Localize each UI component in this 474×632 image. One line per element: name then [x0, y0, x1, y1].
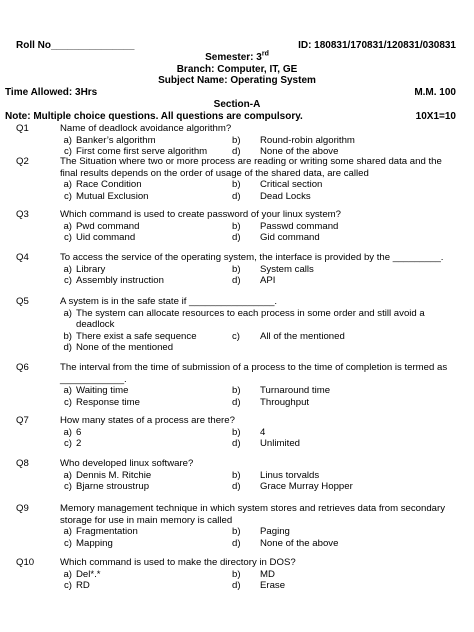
- question-number: Q9: [16, 503, 29, 514]
- option-text: MD: [260, 568, 275, 580]
- question-number: Q8: [16, 458, 29, 469]
- option-text: Pwd command: [76, 220, 140, 232]
- option-label: b): [232, 469, 241, 481]
- question-number: Q5: [16, 296, 29, 307]
- option-text: Throughput: [260, 396, 310, 408]
- option-text: Erase: [260, 580, 286, 591]
- branch-line: Branch: Computer, IT, GE: [176, 64, 298, 75]
- option-row: [60, 385, 456, 397]
- option-list: [60, 427, 456, 450]
- option-label: c): [64, 146, 72, 157]
- option-label: b): [232, 568, 241, 580]
- option-text: Del*.*: [76, 568, 101, 580]
- question-text: Memory management technique in which system stores and retrieves data from secondary storage for use in main memory is called: [60, 503, 445, 526]
- option-row: [60, 526, 456, 538]
- question-number: Q3: [16, 209, 29, 220]
- question-number: Q1: [16, 123, 29, 134]
- option-text: API: [260, 275, 276, 286]
- option-list: [60, 179, 456, 202]
- option-text: Mutual Exclusion: [76, 190, 149, 202]
- option-label: d): [232, 190, 241, 202]
- option-text: Banker’s algorithm: [76, 134, 156, 146]
- option-list: [60, 569, 456, 592]
- option-label: a): [63, 568, 72, 580]
- option-text: Waiting time: [76, 385, 129, 396]
- option-text: Library: [76, 263, 106, 275]
- section-title: Section-A: [213, 99, 261, 110]
- option-text: Mapping: [76, 537, 113, 549]
- option-label: b): [63, 330, 72, 342]
- option-label: a): [63, 307, 72, 319]
- option-label: b): [232, 134, 241, 146]
- question-block: [16, 252, 456, 287]
- option-row: [60, 275, 456, 287]
- option-row: [60, 221, 456, 233]
- option-text: Linus torvalds: [260, 469, 320, 481]
- option-label: b): [232, 179, 241, 190]
- question-block: [16, 296, 456, 354]
- option-text: Grace Murray Hopper: [260, 481, 353, 492]
- option-label: d): [232, 275, 241, 286]
- exam-id: ID: 180831/170831/120831/030831: [298, 40, 456, 51]
- option-row: [60, 538, 456, 550]
- option-row: [60, 179, 456, 191]
- option-label: a): [63, 220, 72, 232]
- option-text: 2: [76, 438, 82, 449]
- option-text: Turnaround time: [260, 385, 331, 396]
- option-row: [60, 331, 456, 343]
- option-label: b): [232, 263, 241, 275]
- question-number: Q7: [16, 415, 29, 426]
- option-text: Uid command: [76, 232, 136, 243]
- option-text: First come first serve algorithm: [76, 146, 208, 157]
- option-list: [60, 526, 456, 549]
- option-row: [60, 264, 456, 276]
- question-block: [16, 156, 456, 202]
- option-text: System calls: [260, 263, 314, 275]
- option-text: 6: [76, 426, 82, 438]
- option-label: c): [64, 232, 72, 243]
- option-row: [60, 438, 456, 450]
- option-label: d): [232, 146, 241, 157]
- option-label: d): [232, 580, 241, 591]
- option-label: b): [232, 220, 241, 232]
- option-list: [60, 264, 456, 287]
- option-label: c): [64, 275, 72, 286]
- option-label: c): [64, 481, 72, 492]
- question-text: Who developed linux software?: [60, 458, 194, 469]
- option-text: None of the mentioned: [76, 342, 174, 353]
- option-label: b): [232, 526, 241, 537]
- question-text: Which command is used to make the directory in DOS?: [60, 557, 296, 568]
- option-text: Response time: [76, 396, 140, 408]
- question-text: The interval from the time of submission of a process to the time of completion is termed as ____________.: [60, 362, 448, 385]
- option-text: Dead Locks: [260, 190, 311, 202]
- option-text: Race Condition: [76, 179, 142, 190]
- option-label: c): [64, 190, 72, 202]
- semester-superscript: rd: [261, 50, 269, 58]
- option-text: There exist a safe sequence: [76, 330, 197, 342]
- option-row: [60, 569, 456, 581]
- option-label: a): [63, 263, 72, 275]
- option-text: Round-robin algorithm: [260, 134, 355, 146]
- option-list: [60, 135, 456, 158]
- question-block: [16, 123, 456, 158]
- marks-scheme: 10X1=10: [415, 111, 456, 122]
- roll-number-field: Roll No_______________: [16, 40, 135, 51]
- option-label: a): [63, 469, 72, 481]
- question-text: The Situation where two or more process are reading or writing some shared data and the final results depends on the order of usage of the shared data, are called: [60, 156, 442, 179]
- question-block: [16, 503, 456, 549]
- question-text: To access the service of the operating system, the interface is provided by the _________.: [60, 252, 444, 263]
- option-row: [60, 580, 456, 592]
- question-text: Which command is used to create password of your linux system?: [60, 209, 342, 220]
- option-label: b): [232, 426, 241, 438]
- question-number: Q10: [16, 557, 35, 568]
- option-row: [60, 397, 456, 409]
- option-text: All of the mentioned: [260, 330, 345, 342]
- option-list: [60, 221, 456, 244]
- option-label: a): [63, 426, 72, 438]
- question-text: How many states of a process are there?: [60, 415, 235, 426]
- option-text: None of the above: [260, 146, 339, 157]
- max-marks: M.M. 100: [414, 87, 456, 98]
- option-label: b): [232, 385, 241, 396]
- option-row: [60, 470, 456, 482]
- question-block: [16, 557, 456, 592]
- option-text: Unlimited: [260, 438, 300, 449]
- question-number: Q2: [16, 156, 29, 167]
- question-number: Q4: [16, 252, 29, 263]
- option-label: d): [232, 537, 241, 549]
- time-allowed: Time Allowed: 3Hrs: [5, 87, 98, 98]
- option-label: a): [63, 526, 72, 537]
- option-label: d): [63, 342, 72, 353]
- option-text: Gid command: [260, 232, 320, 243]
- option-text: Assembly instruction: [76, 275, 164, 286]
- option-label: a): [63, 385, 72, 396]
- option-text: The system can allocate resources to each process in some order and still avoid a deadlock: [76, 307, 425, 330]
- option-label: a): [63, 179, 72, 190]
- option-text: 4: [260, 426, 266, 438]
- option-row: [60, 481, 456, 493]
- option-text: Fragmentation: [76, 526, 138, 537]
- option-row: [60, 342, 456, 354]
- option-list: [60, 308, 456, 354]
- option-text: Dennis M. Ritchie: [76, 469, 152, 481]
- question-block: [16, 415, 456, 450]
- question-text: A system is in the safe state if ________________.: [60, 296, 278, 307]
- option-text: Passwd command: [260, 220, 339, 232]
- option-row: [60, 135, 456, 147]
- semester-line: [0, 52, 474, 64]
- option-label: d): [232, 396, 241, 408]
- question-block: [16, 362, 456, 408]
- option-row: [60, 308, 456, 331]
- option-label: c): [64, 396, 72, 408]
- option-row: [60, 232, 456, 244]
- subject-line: Subject Name: Operating System: [158, 75, 316, 86]
- option-label: c): [232, 330, 240, 342]
- option-text: Paging: [260, 526, 290, 537]
- option-label: c): [64, 580, 72, 591]
- option-row: [60, 191, 456, 203]
- option-label: c): [64, 537, 72, 549]
- option-text: Critical section: [260, 179, 323, 190]
- question-number: Q6: [16, 362, 29, 373]
- option-list: [60, 470, 456, 493]
- option-text: None of the above: [260, 537, 339, 549]
- option-label: d): [232, 481, 241, 492]
- option-label: d): [232, 438, 241, 449]
- option-list: [60, 385, 456, 408]
- question-block: [16, 458, 456, 493]
- option-label: d): [232, 232, 241, 243]
- semester-text: Semester: 3: [205, 52, 262, 63]
- option-text: RD: [76, 580, 90, 591]
- option-row: [60, 427, 456, 439]
- option-label: c): [64, 438, 72, 449]
- option-text: Bjarne stroustrup: [76, 481, 150, 492]
- question-block: [16, 209, 456, 244]
- question-text: Name of deadlock avoidance algorithm?: [60, 123, 232, 134]
- instructions-note: Note: Multiple choice questions. All questions are compulsory.: [5, 111, 303, 122]
- option-label: a): [63, 134, 72, 146]
